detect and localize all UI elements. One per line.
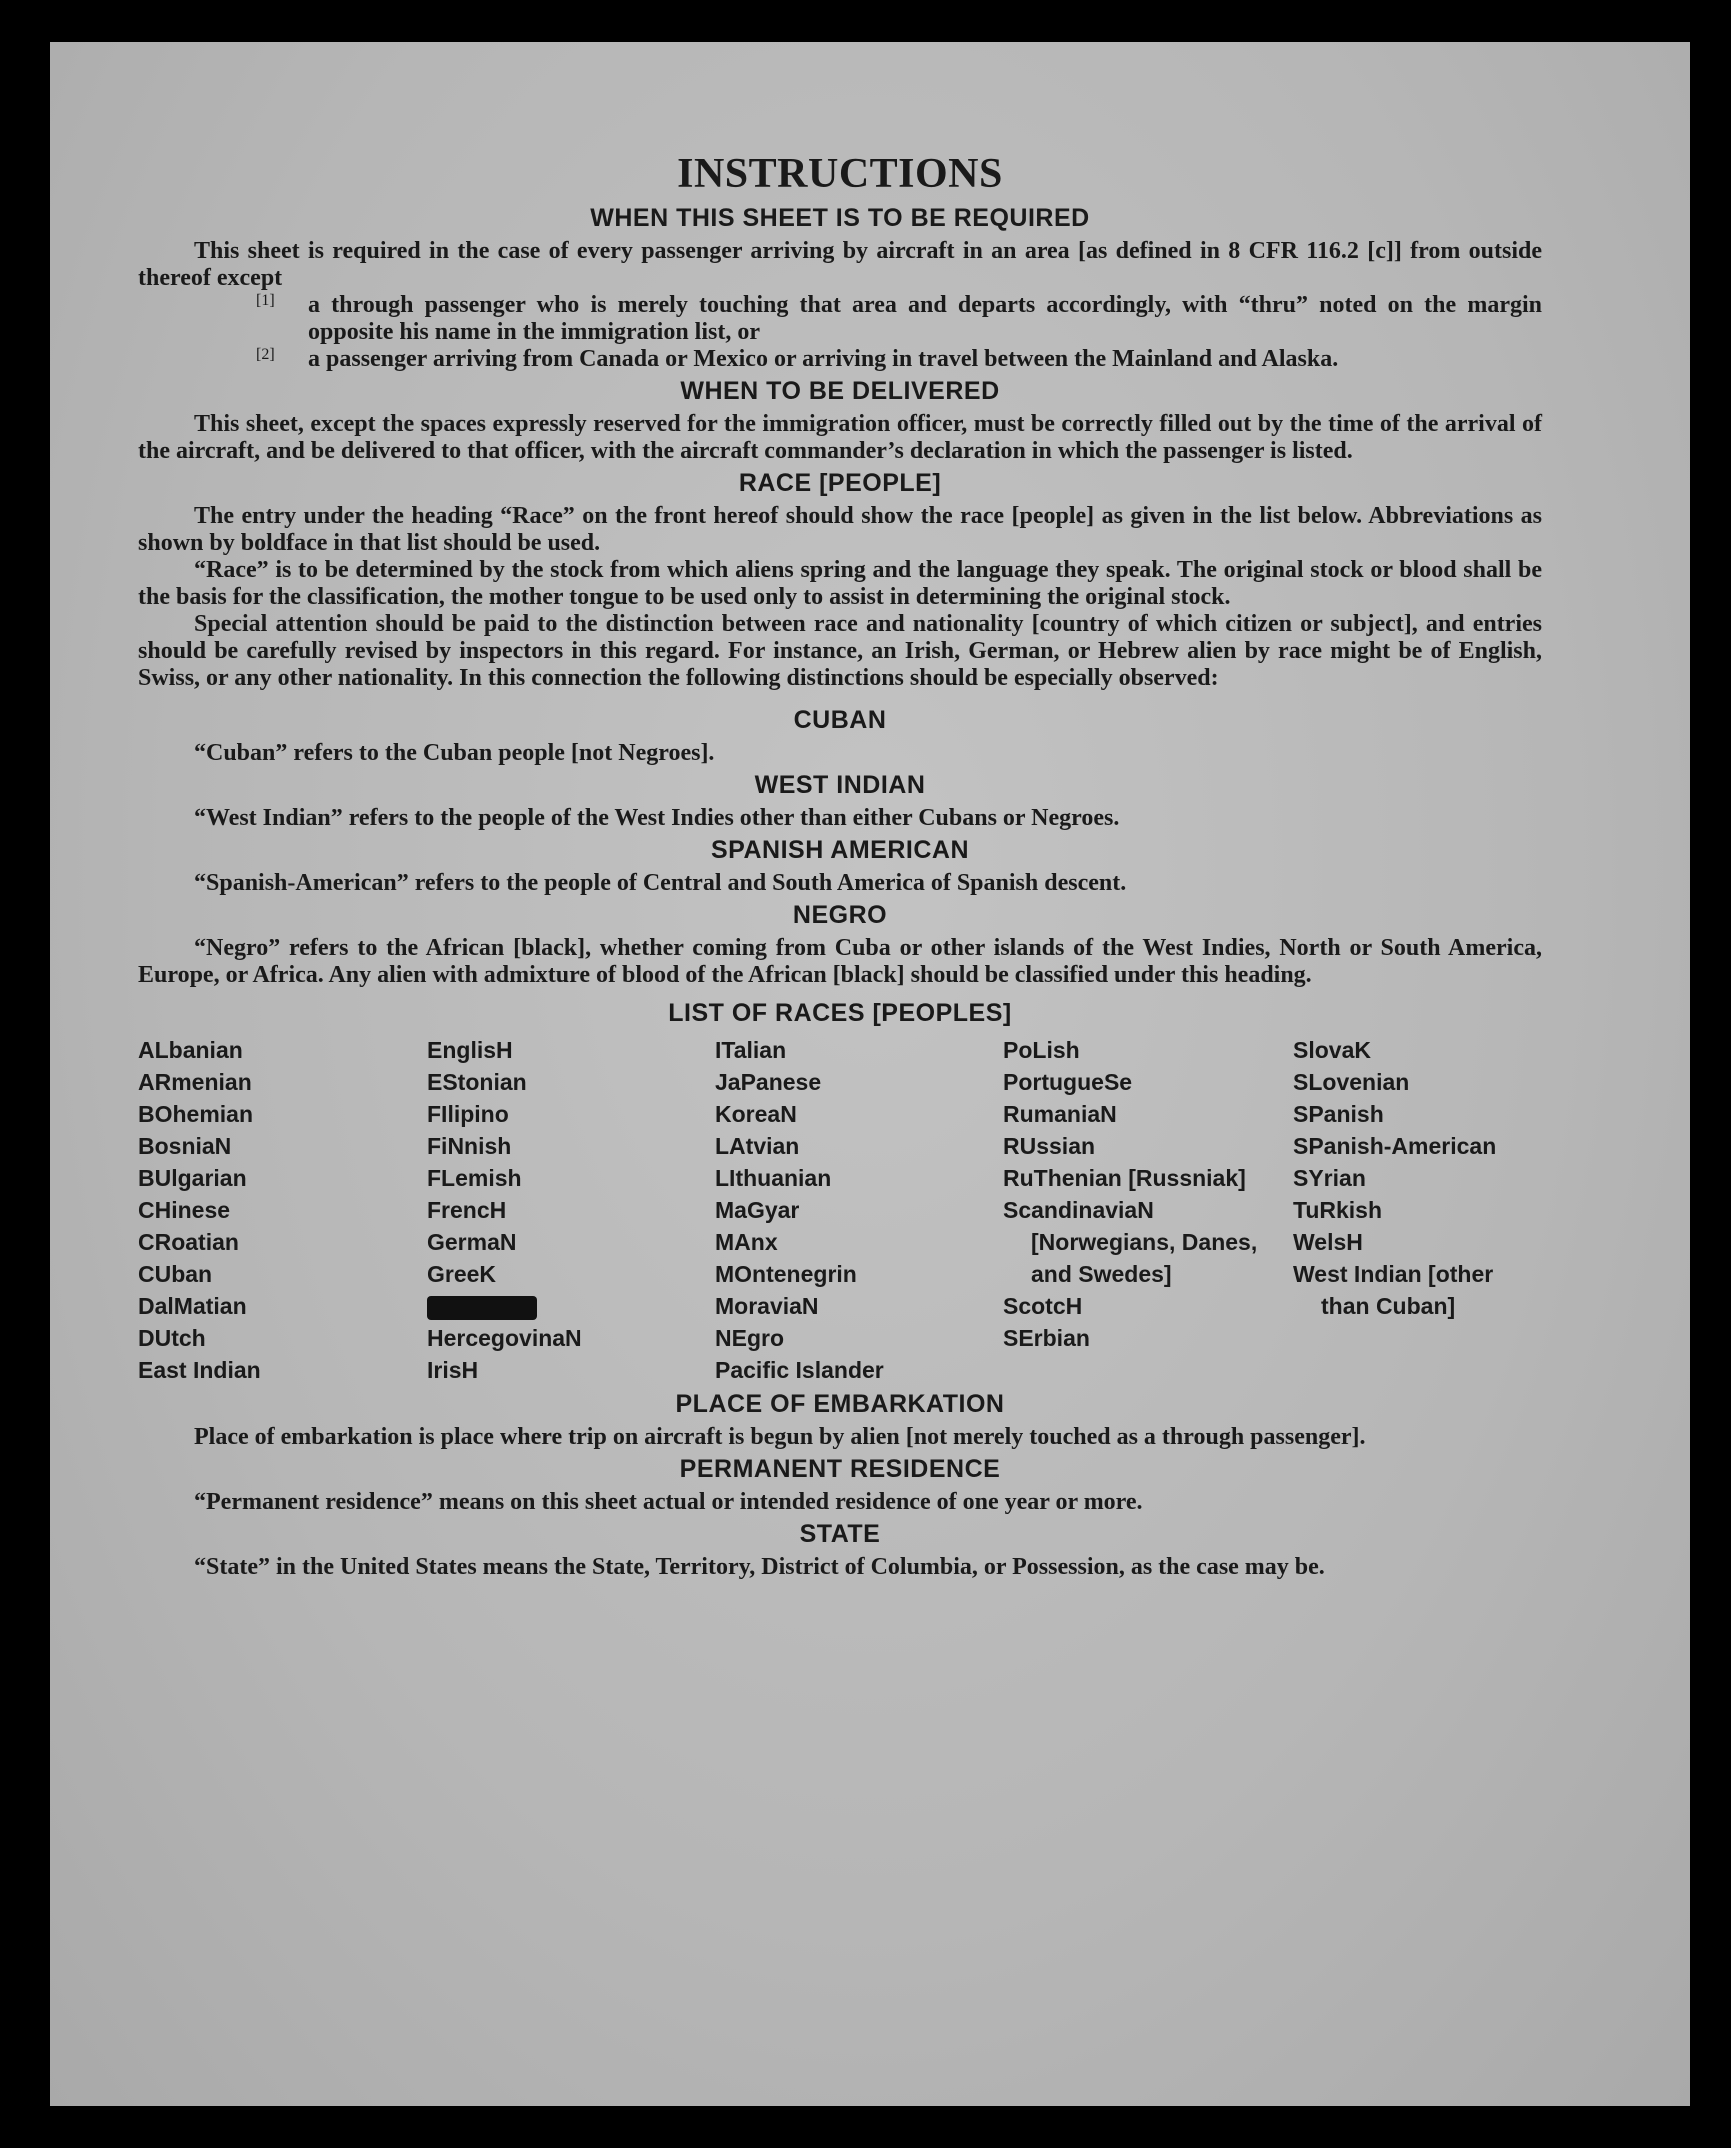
races-column-1 xyxy=(138,1034,427,1386)
race-paragraph: Special attention should be paid to the distinction between race and nationality [country of which citizen or subject], and entries should be carefully revised by inspectors in this regard. For instance, an Irish, German, or Hebrew alien by race might be of English, Swiss, or any other nationality. In this connection the following distinctions should be especially observed: xyxy=(138,611,1542,691)
heading-when-required: WHEN THIS SHEET IS TO BE REQUIRED xyxy=(590,204,1090,232)
list-item: NEgro xyxy=(715,1325,784,1351)
list-item: SPanish-American xyxy=(1293,1133,1497,1159)
list-item: EStonian xyxy=(427,1069,527,1095)
race-paragraph: “Race” is to be determined by the stock from which aliens spring and the language they speak. The original stock or blood shall be the basis for the classification, the mother tongue to be used only to assist in determining the original stock. xyxy=(138,557,1542,610)
list-item: ScotcH xyxy=(1003,1293,1083,1319)
redaction-mark xyxy=(427,1296,537,1320)
list-item: RuThenian [Russniak] xyxy=(1003,1165,1246,1191)
races-column-4 xyxy=(1003,1034,1293,1386)
list-item: RUssian xyxy=(1003,1133,1096,1159)
races-column-3 xyxy=(715,1034,1003,1386)
list-item: West Indian [other than Cuban] xyxy=(1293,1261,1494,1319)
list-item: FIlipino xyxy=(427,1101,509,1127)
list-item: RumaniaN xyxy=(1003,1101,1117,1127)
state-text: “State” in the United States means the State, Territory, District of Columbia, or Possession, as the case may be. xyxy=(194,1554,1325,1580)
list-item: BosniaN xyxy=(138,1133,232,1159)
list-item-number: [2] xyxy=(256,346,275,363)
list-item: SlovaK xyxy=(1293,1037,1371,1063)
list-item: MAnx xyxy=(715,1229,778,1255)
list-item: WelsH xyxy=(1293,1229,1363,1255)
list-item-number: [1] xyxy=(256,292,275,309)
list-item xyxy=(138,292,1542,346)
heading-when-delivered: WHEN TO BE DELIVERED xyxy=(680,377,1000,405)
cuban-text: “Cuban” refers to the Cuban people [not Negroes]. xyxy=(194,740,715,766)
list-item-text: a passenger arriving from Canada or Mexico or arriving in travel between the Mainland and Alaska. xyxy=(308,346,1339,372)
list-item: CRoatian xyxy=(138,1229,239,1255)
heading-negro: NEGRO xyxy=(792,901,888,929)
heading-permanent-residence: PERMANENT RESIDENCE xyxy=(679,1455,1001,1483)
list-item: MaGyar xyxy=(715,1197,800,1223)
west-indian-text: “West Indian” refers to the people of the West Indies other than either Cubans or Negroes. xyxy=(194,805,1120,831)
heading-cuban: CUBAN xyxy=(793,706,887,734)
list-item: BOhemian xyxy=(138,1101,254,1127)
list-item: TuRkish xyxy=(1293,1197,1383,1223)
list-item: FiNnish xyxy=(427,1133,512,1159)
races-list xyxy=(138,1034,1542,1386)
heading-place-of-embarkation: PLACE OF EMBARKATION xyxy=(675,1390,1005,1418)
heading-list-of-races: LIST OF RACES [PEOPLES] xyxy=(668,999,1012,1027)
heading-west-indian: WEST INDIAN xyxy=(754,771,926,799)
heading-spanish-american: SPANISH AMERICAN xyxy=(710,836,969,864)
list-item: SErbian xyxy=(1003,1325,1090,1351)
list-item: ITalian xyxy=(715,1037,787,1063)
heading-state: STATE xyxy=(799,1520,881,1548)
list-item: IrisH xyxy=(427,1357,479,1383)
instruction-sheet xyxy=(50,42,1690,2106)
list-item: DalMatian xyxy=(138,1293,247,1319)
list-item: SLovenian xyxy=(1293,1069,1410,1095)
list-item xyxy=(138,346,1542,373)
embarkation-text: Place of embarkation is place where trip on aircraft is begun by alien [not merely touched as a through passenger]. xyxy=(194,1424,1366,1450)
list-item: LAtvian xyxy=(715,1133,800,1159)
list-item: JaPanese xyxy=(715,1069,822,1095)
list-item: SPanish xyxy=(1293,1101,1384,1127)
races-column-2 xyxy=(427,1034,715,1386)
redacted-entry xyxy=(427,1290,715,1322)
heading-race: RACE [PEOPLE] xyxy=(738,469,942,497)
list-item: MoraviaN xyxy=(715,1293,819,1319)
list-item: East Indian xyxy=(138,1357,261,1383)
list-item: ScandinaviaN [Norwegians, Danes, and Swedes] xyxy=(1003,1197,1258,1287)
negro-text: “Negro” refers to the African [black], whether coming from Cuba or other islands of the West Indies, North or South America, Europe, or Africa. Any alien with admixture of blood of the African [black] should be classified under this heading. xyxy=(138,935,1542,988)
list-item: FLemish xyxy=(427,1165,522,1191)
delivered-text: This sheet, except the spaces expressly reserved for the immigration officer, must be correctly filled out by the time of the arrival of the aircraft, and be delivered to that officer, with the aircraft commander’s declaration in which the passenger is listed. xyxy=(138,411,1542,464)
list-item: BUlgarian xyxy=(138,1165,247,1191)
list-item: HercegovinaN xyxy=(427,1325,582,1351)
list-item: PortugueSe xyxy=(1003,1069,1133,1095)
list-item: PoLish xyxy=(1003,1037,1080,1063)
list-item: GermaN xyxy=(427,1229,517,1255)
residence-text: “Permanent residence” means on this sheet actual or intended residence of one year or more. xyxy=(194,1489,1143,1515)
list-item: EnglisH xyxy=(427,1037,513,1063)
list-item: CHinese xyxy=(138,1197,231,1223)
race-paragraph: The entry under the heading “Race” on the front hereof should show the race [people] as given in the list below. Abbreviations as shown by boldface in that list should be used. xyxy=(138,503,1542,556)
list-item: MOntenegrin xyxy=(715,1261,857,1287)
races-column-5 xyxy=(1293,1034,1542,1386)
list-item: LIthuanian xyxy=(715,1165,832,1191)
list-item: DUtch xyxy=(138,1325,206,1351)
list-item: Pacific Islander xyxy=(715,1357,884,1383)
list-item-text: a through passenger who is merely touching that area and departs accordingly, with “thru” noted on the margin opposite his name in the immigration list, or xyxy=(308,292,1542,345)
page-title: INSTRUCTIONS xyxy=(677,151,1003,197)
required-intro: This sheet is required in the case of every passenger arriving by aircraft in an area [as defined in 8 CFR 116.2 [c]] from outside thereof except xyxy=(138,238,1542,291)
spanish-american-text: “Spanish-American” refers to the people of Central and South America of Spanish descent. xyxy=(194,870,1127,896)
list-item: ALbanian xyxy=(138,1037,243,1063)
list-item: KoreaN xyxy=(715,1101,797,1127)
list-item: GreeK xyxy=(427,1261,497,1287)
list-item: FrencH xyxy=(427,1197,507,1223)
list-item: ARmenian xyxy=(138,1069,252,1095)
list-item: SYrian xyxy=(1293,1165,1366,1191)
list-item: CUban xyxy=(138,1261,213,1287)
